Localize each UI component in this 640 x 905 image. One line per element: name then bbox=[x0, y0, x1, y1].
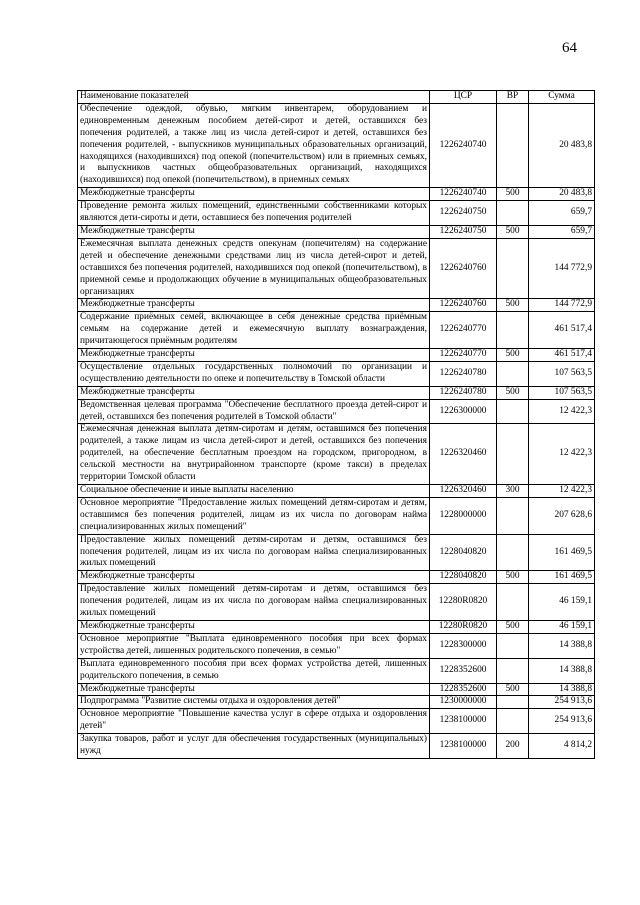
table-row bbox=[78, 103, 595, 187]
row-vr-cell bbox=[497, 201, 529, 226]
row-name-cell: Ведомственная целевая программа "Обеспечение бесплатного проезда детей-сирот и детей, оставшихся без попечения родителей в Томской области" bbox=[78, 399, 430, 424]
header-sum: Сумма bbox=[529, 91, 595, 104]
row-sum-cell: 107 563,5 bbox=[529, 386, 595, 399]
row-sum-cell: 14 388,8 bbox=[529, 658, 595, 683]
row-sum-cell: 161 469,5 bbox=[529, 571, 595, 584]
table-row bbox=[78, 399, 595, 424]
table-row bbox=[78, 620, 595, 633]
table-row bbox=[78, 571, 595, 584]
row-csr-cell: 12280R0820 bbox=[430, 584, 497, 621]
row-name-cell: Межбюджетные трансферты bbox=[78, 386, 430, 399]
table-row bbox=[78, 734, 595, 759]
header-csr: ЦСР bbox=[430, 91, 497, 104]
row-name-cell: Межбюджетные трансферты bbox=[78, 349, 430, 362]
table-row bbox=[78, 683, 595, 696]
row-name-cell: Подпрограмма "Развитие системы отдыха и оздоровления детей" bbox=[78, 696, 430, 709]
row-name-cell: Межбюджетные трансферты bbox=[78, 299, 430, 312]
row-vr-cell: 500 bbox=[497, 683, 529, 696]
row-csr-cell: 1226240740 bbox=[430, 103, 497, 187]
row-csr-cell: 1228000000 bbox=[430, 497, 497, 534]
table-row bbox=[78, 386, 595, 399]
row-sum-cell: 4 814,2 bbox=[529, 734, 595, 759]
table-row bbox=[78, 424, 595, 485]
table-row bbox=[78, 534, 595, 571]
row-vr-cell: 500 bbox=[497, 571, 529, 584]
row-vr-cell bbox=[497, 312, 529, 349]
row-name-cell: Предоставление жилых помещений детям-сиротам и детям, оставшимся без попечения родителей, лицам из их числа по договорам найма специализированных жилых помещений bbox=[78, 584, 430, 621]
row-sum-cell: 12 422,3 bbox=[529, 424, 595, 485]
table-body bbox=[78, 103, 595, 758]
row-vr-cell: 500 bbox=[497, 188, 529, 201]
row-vr-cell: 500 bbox=[497, 299, 529, 312]
table-row bbox=[78, 225, 595, 238]
row-csr-cell: 1238100000 bbox=[430, 734, 497, 759]
row-vr-cell: 500 bbox=[497, 349, 529, 362]
row-vr-cell bbox=[497, 584, 529, 621]
table-row bbox=[78, 312, 595, 349]
row-vr-cell: 500 bbox=[497, 386, 529, 399]
row-csr-cell: 1230000000 bbox=[430, 696, 497, 709]
row-name-cell: Межбюджетные трансферты bbox=[78, 571, 430, 584]
row-vr-cell bbox=[497, 709, 529, 734]
table-row bbox=[78, 497, 595, 534]
header-vr: ВР bbox=[497, 91, 529, 104]
row-vr-cell bbox=[497, 103, 529, 187]
header-name: Наименование показателей bbox=[78, 91, 430, 104]
row-csr-cell: 1226240780 bbox=[430, 386, 497, 399]
table-row bbox=[78, 349, 595, 362]
row-csr-cell: 1226240760 bbox=[430, 238, 497, 299]
row-sum-cell: 461 517,4 bbox=[529, 349, 595, 362]
row-name-cell: Предоставление жилых помещений детям-сиротам и детям, оставшимся без попечения родителей, лицам из их числа по договорам найма специализированных жилых помещений bbox=[78, 534, 430, 571]
table-row bbox=[78, 633, 595, 658]
row-csr-cell: 1238100000 bbox=[430, 709, 497, 734]
row-csr-cell: 1228352600 bbox=[430, 658, 497, 683]
row-name-cell: Межбюджетные трансферты bbox=[78, 683, 430, 696]
table-row bbox=[78, 584, 595, 621]
page-number: 64 bbox=[562, 40, 577, 56]
row-sum-cell: 12 422,3 bbox=[529, 485, 595, 498]
row-sum-cell: 659,7 bbox=[529, 201, 595, 226]
row-vr-cell bbox=[497, 534, 529, 571]
row-csr-cell: 1226240770 bbox=[430, 349, 497, 362]
row-vr-cell: 200 bbox=[497, 734, 529, 759]
table-row bbox=[78, 238, 595, 299]
row-vr-cell: 500 bbox=[497, 225, 529, 238]
row-sum-cell: 12 422,3 bbox=[529, 399, 595, 424]
row-name-cell: Основное мероприятие "Выплата единовременного пособия при всех формах устройства детей, лишенных родительского попечения, в семью" bbox=[78, 633, 430, 658]
row-sum-cell: 46 159,1 bbox=[529, 620, 595, 633]
row-csr-cell: 1228300000 bbox=[430, 633, 497, 658]
row-csr-cell: 1226240750 bbox=[430, 225, 497, 238]
row-sum-cell: 14 388,8 bbox=[529, 633, 595, 658]
row-csr-cell: 1226240750 bbox=[430, 201, 497, 226]
row-sum-cell: 144 772,9 bbox=[529, 299, 595, 312]
table-row bbox=[78, 201, 595, 226]
row-csr-cell: 1226240780 bbox=[430, 361, 497, 386]
row-sum-cell: 254 913,6 bbox=[529, 709, 595, 734]
table-row bbox=[78, 696, 595, 709]
row-name-cell: Обеспечение одеждой, обувью, мягким инвентарем, оборудованием и единовременным денежным пособием детей-сирот и детей, оставшихся без попечения родителей, а также лиц из числа детей-сирот и детей, оставшихся без попечения родителей, - выпускников муниципальных образовательных организаций, находящихся (находившихся) под опекой (попечительством) или в приемных семьях, и выпускников частных общеобразовательных организаций, находящихся (находившихся) под опекой (попечительством), в приемных семьях bbox=[78, 103, 430, 187]
row-vr-cell bbox=[497, 497, 529, 534]
budget-table bbox=[77, 90, 595, 759]
row-name-cell: Проведение ремонта жилых помещений, единственными собственниками которых являются дети-сироты и дети, оставшиеся без попечения родителей bbox=[78, 201, 430, 226]
row-csr-cell: 1228040820 bbox=[430, 534, 497, 571]
row-name-cell: Закупка товаров, работ и услуг для обеспечения государственных (муниципальных) нужд bbox=[78, 734, 430, 759]
row-sum-cell: 14 388,8 bbox=[529, 683, 595, 696]
row-csr-cell: 1228352600 bbox=[430, 683, 497, 696]
row-name-cell: Основное мероприятие "Повышение качества услуг в сфере отдыха и оздоровления детей" bbox=[78, 709, 430, 734]
table-row bbox=[78, 188, 595, 201]
row-csr-cell: 1226240760 bbox=[430, 299, 497, 312]
row-csr-cell: 1226320460 bbox=[430, 485, 497, 498]
row-vr-cell bbox=[497, 633, 529, 658]
row-name-cell: Межбюджетные трансферты bbox=[78, 225, 430, 238]
table-row bbox=[78, 361, 595, 386]
row-sum-cell: 161 469,5 bbox=[529, 534, 595, 571]
row-name-cell: Содержание приёмных семей, включающее в себя денежные средства приёмным семьям на содержание детей и ежемесячную выплату вознаграждения, причитающегося приёмным родителям bbox=[78, 312, 430, 349]
row-name-cell: Межбюджетные трансферты bbox=[78, 620, 430, 633]
row-name-cell: Осуществление отдельных государственных полномочий по организации и осуществлению деятельности по опеке и попечительству в Томской области bbox=[78, 361, 430, 386]
row-vr-cell: 300 bbox=[497, 485, 529, 498]
row-name-cell: Ежемесячная денежная выплата детям-сиротам и детям, оставшимся без попечения родителей, а также лицам из числа детей-сирот и детей, оставшихся без попечения родителей, на обеспечение бесплатным проездом на городском, пригородном, в сельской местности на внутрирайонном транспорте (кроме такси) в пределах территории Томской области bbox=[78, 424, 430, 485]
row-sum-cell: 20 483,8 bbox=[529, 188, 595, 201]
row-csr-cell: 12280R0820 bbox=[430, 620, 497, 633]
row-vr-cell: 500 bbox=[497, 620, 529, 633]
row-name-cell: Ежемесячная выплата денежных средств опекунам (попечителям) на содержание детей и обеспечение денежными средствами лиц из числа детей-сирот и детей, оставшихся без попечения родителей, находившихся под опекой (попечительством), в приемной семье и продолжающих обучение в муниципальных общеобразовательных организациях bbox=[78, 238, 430, 299]
row-sum-cell: 144 772,9 bbox=[529, 238, 595, 299]
row-name-cell: Социальное обеспечение и иные выплаты населению bbox=[78, 485, 430, 498]
row-csr-cell: 1226240740 bbox=[430, 188, 497, 201]
row-csr-cell: 1226320460 bbox=[430, 424, 497, 485]
table-row bbox=[78, 709, 595, 734]
row-csr-cell: 1226300000 bbox=[430, 399, 497, 424]
row-sum-cell: 207 628,6 bbox=[529, 497, 595, 534]
row-csr-cell: 1226240770 bbox=[430, 312, 497, 349]
row-sum-cell: 659,7 bbox=[529, 225, 595, 238]
row-name-cell: Межбюджетные трансферты bbox=[78, 188, 430, 201]
table-row bbox=[78, 658, 595, 683]
row-sum-cell: 254 913,6 bbox=[529, 696, 595, 709]
row-name-cell: Основное мероприятие "Предоставление жилых помещений детям-сиротам и детям, оставшимся без попечения родителей, лицам из их числа по договорам найма специализированных жилых помещений" bbox=[78, 497, 430, 534]
table-header-row bbox=[78, 91, 595, 104]
row-name-cell: Выплата единовременного пособия при всех формах устройства детей, лишенных родительского попечения, в семью bbox=[78, 658, 430, 683]
row-csr-cell: 1228040820 bbox=[430, 571, 497, 584]
row-vr-cell bbox=[497, 658, 529, 683]
row-vr-cell bbox=[497, 424, 529, 485]
row-vr-cell bbox=[497, 238, 529, 299]
table-row bbox=[78, 485, 595, 498]
row-vr-cell bbox=[497, 361, 529, 386]
row-sum-cell: 461 517,4 bbox=[529, 312, 595, 349]
row-vr-cell bbox=[497, 696, 529, 709]
row-sum-cell: 107 563,5 bbox=[529, 361, 595, 386]
table-row bbox=[78, 299, 595, 312]
row-sum-cell: 46 159,1 bbox=[529, 584, 595, 621]
row-vr-cell bbox=[497, 399, 529, 424]
row-sum-cell: 20 483,8 bbox=[529, 103, 595, 187]
